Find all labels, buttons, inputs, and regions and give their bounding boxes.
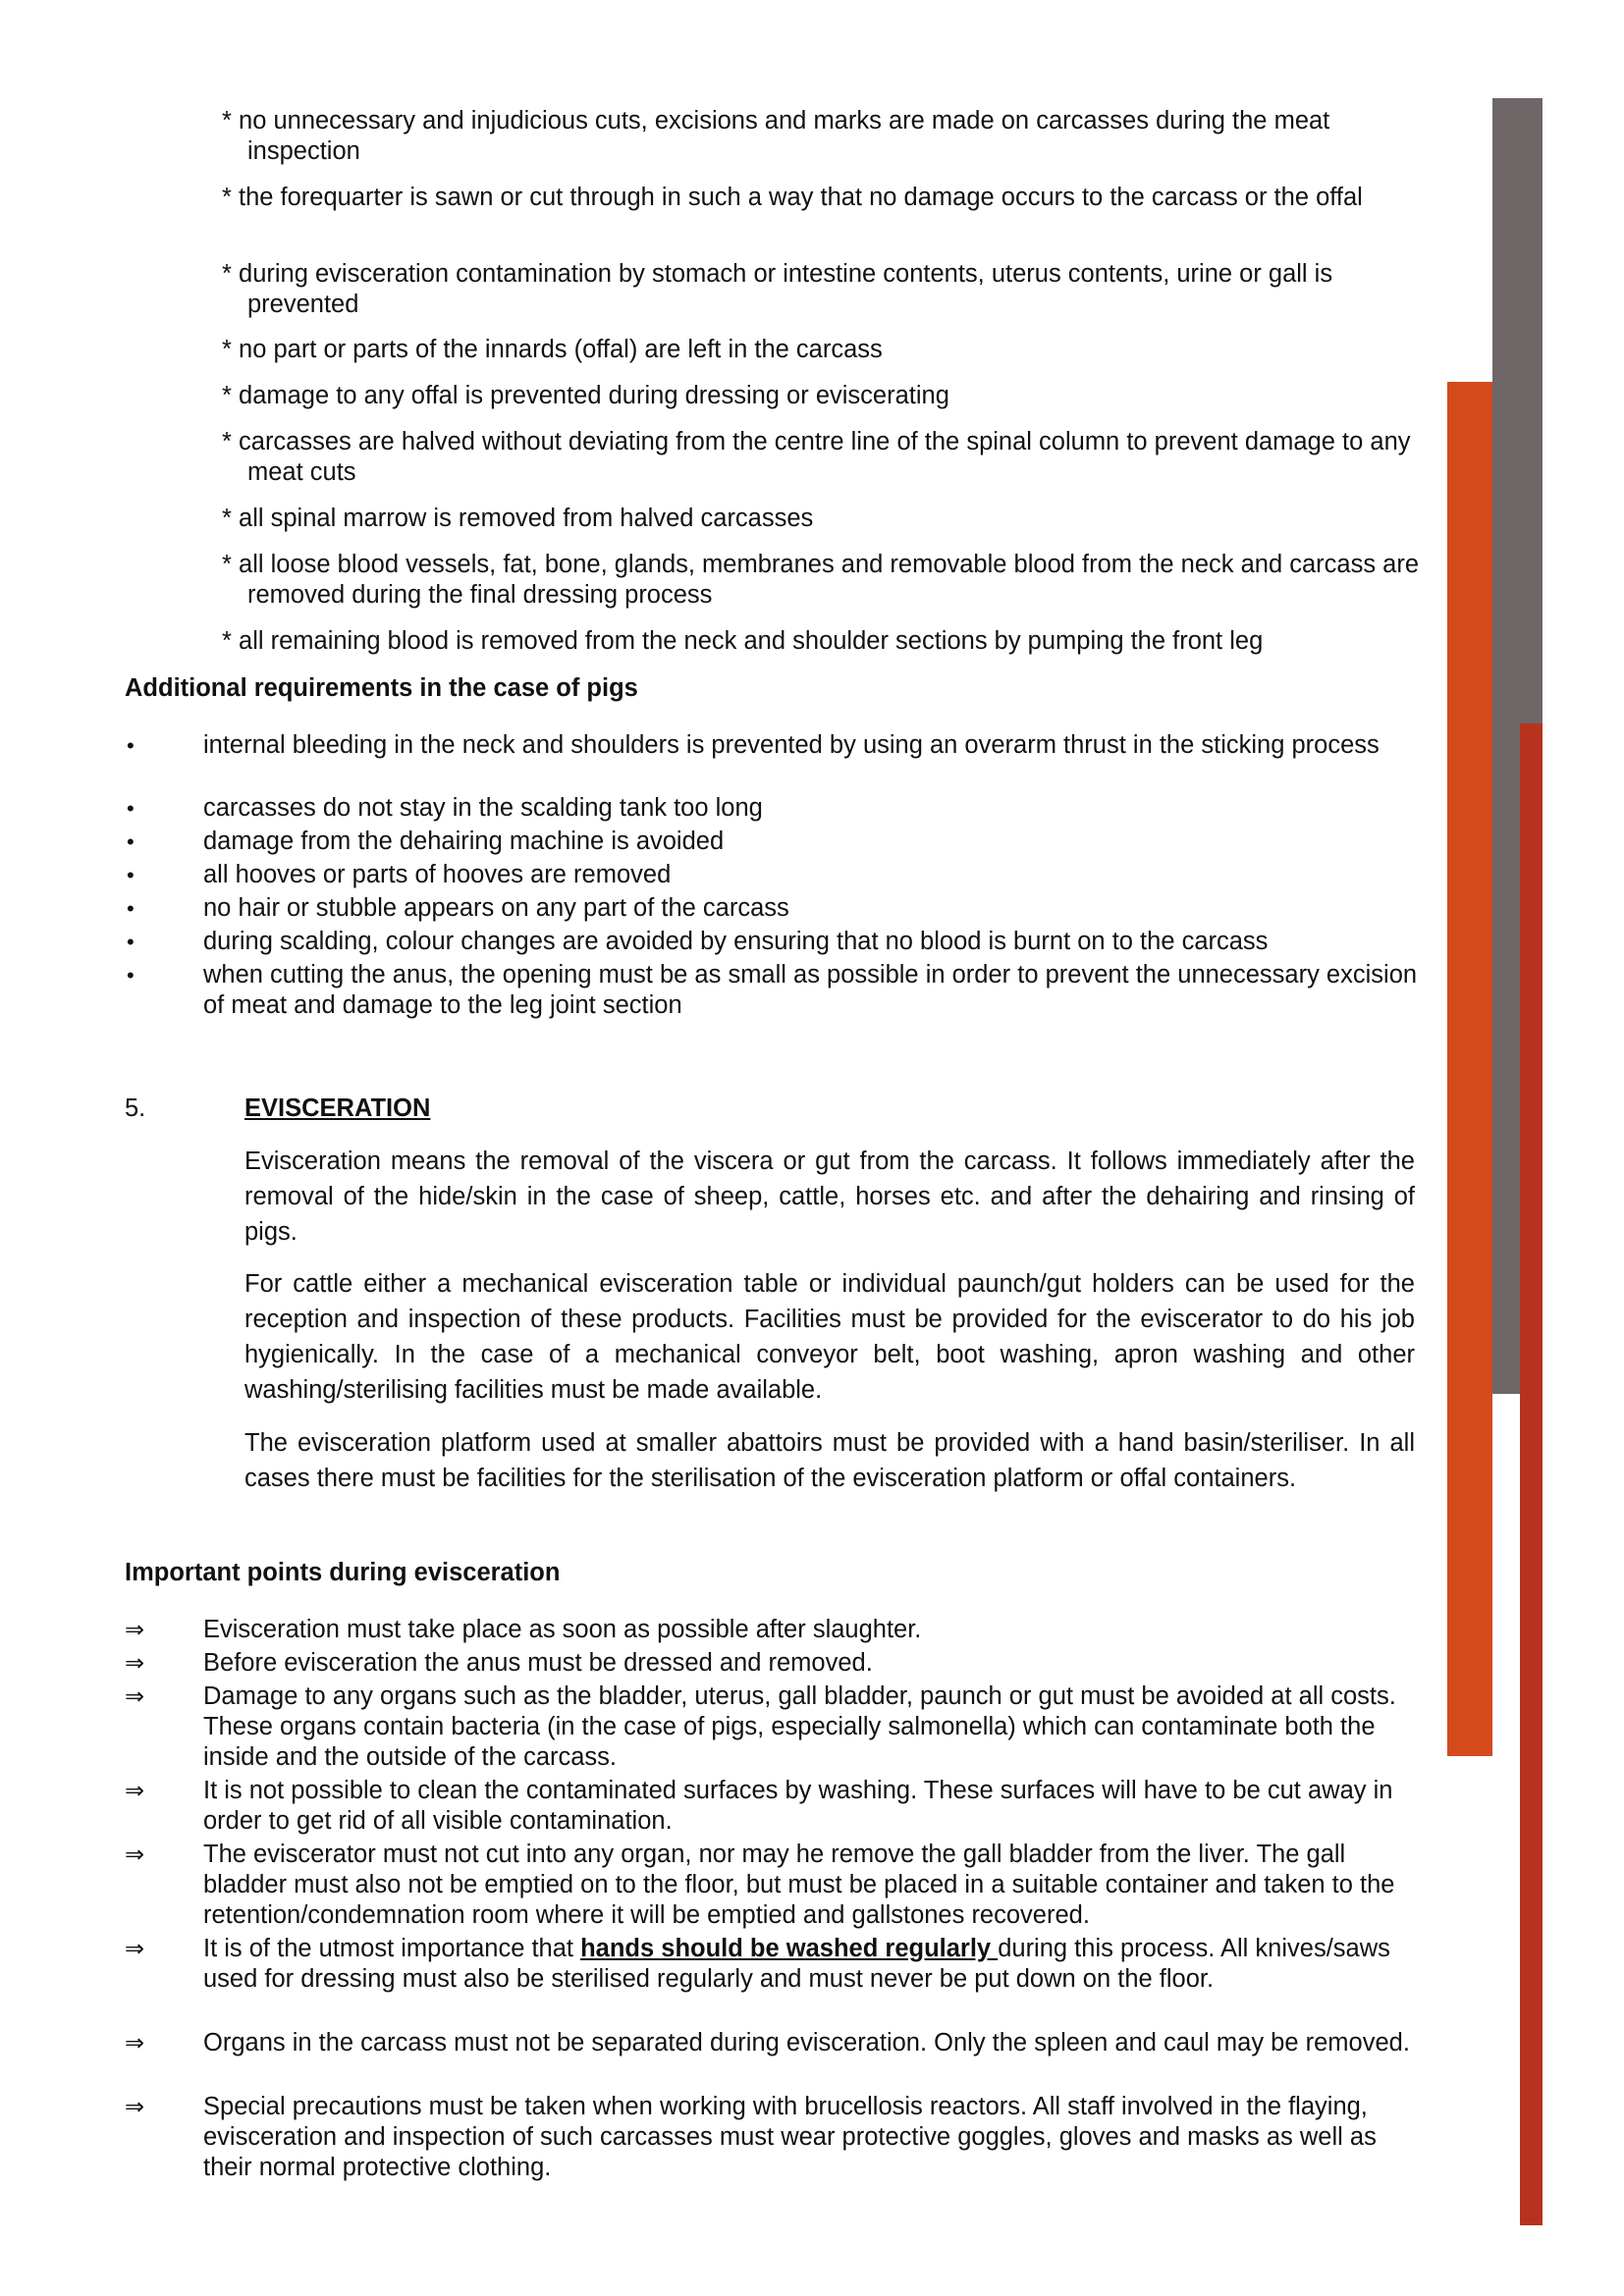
- requirement-text: * during evisceration contamination by stomach or intestine contents, uterus contents, urine or gall is prevented: [222, 260, 1333, 318]
- bullet-icon: •: [127, 733, 135, 758]
- important-point: [125, 1615, 1421, 1645]
- bullet-icon: •: [127, 829, 135, 854]
- requirement-item: [222, 626, 1420, 657]
- arrow-icon: ⇒: [125, 1935, 145, 1962]
- pigs-heading: Additional requirements in the case of pigs: [125, 674, 638, 702]
- arrow-icon: ⇒: [125, 1616, 145, 1643]
- important-point: [125, 2028, 1421, 2058]
- pig-requirement-text: all hooves or parts of hooves are removed: [203, 861, 672, 888]
- red-side-bar: [1520, 723, 1543, 2225]
- important-point-text: Damage to any organs such as the bladder, uterus, gall bladder, paunch or gut must be avoided at all costs. These organs contain bacteria (in the case of pigs, especially salmonella) which can contaminate both the inside and the outside of the carcass.: [203, 1682, 1396, 1771]
- section-paragraph: For cattle either a mechanical evisceration table or individual paunch/gut holders can be used for the reception and inspection of these products. Facilities must be provided for the eviscerator to do his job hygienically. In the case of a mechanical conveyor belt, boot washing, apron washing and other washing/sterilising facilities must be made available.: [244, 1270, 1415, 1404]
- bullet-icon: •: [127, 896, 135, 921]
- pig-requirement-item: [125, 730, 1421, 761]
- important-point-text: Evisceration must take place as soon as possible after slaughter.: [203, 1616, 922, 1643]
- requirement-item: [222, 427, 1420, 488]
- important-point-text: Before evisceration the anus must be dressed and removed.: [203, 1649, 873, 1677]
- pig-requirement-item: [125, 793, 1421, 824]
- requirement-item: [222, 550, 1420, 611]
- important-point: [125, 2092, 1421, 2183]
- pig-requirement-text: carcasses do not stay in the scalding tank too long: [203, 794, 763, 822]
- requirement-text: * all loose blood vessels, fat, bone, glands, membranes and removable blood from the neck and carcass are removed during the final dressing process: [222, 551, 1420, 609]
- hands-text-after: during this process. All knives/saws used for dressing must also be sterilised regularly and must never be put down on the floor.: [203, 1935, 1390, 1993]
- requirement-item: [222, 335, 1420, 365]
- pig-requirement-text: during scalding, colour changes are avoided by ensuring that no blood is burnt on to the carcass: [203, 928, 1269, 955]
- arrow-icon: ⇒: [125, 2029, 145, 2056]
- section-number: 5.: [125, 1095, 146, 1122]
- requirement-text: * carcasses are halved without deviating from the centre line of the spinal column to prevent damage to any meat cuts: [222, 428, 1411, 486]
- bullet-icon: •: [127, 863, 135, 887]
- section-title: EVISCERATION: [244, 1095, 431, 1122]
- important-point-text: Organs in the carcass must not be separated during evisceration. Only the spleen and caul may be removed.: [203, 2029, 1410, 2056]
- important-point-text: Special precautions must be taken when working with brucellosis reactors. All staff involved in the flaying, evisceration and inspection of such carcasses must wear protective goggles, gloves and masks as well as their normal protective clothing.: [203, 2093, 1377, 2181]
- section-paragraph: The evisceration platform used at smaller abattoirs must be provided with a hand basin/steriliser. In all cases there must be facilities for the sterilisation of the evisceration platform or offal containers.: [244, 1429, 1415, 1492]
- important-point: [125, 1840, 1421, 1931]
- important-point-text: It is not possible to clean the contaminated surfaces by washing. These surfaces will have to be cut away in order to get rid of all visible contamination.: [203, 1777, 1393, 1835]
- bullet-icon: •: [127, 796, 135, 821]
- bullet-icon: •: [127, 930, 135, 954]
- pig-requirement-item: [125, 927, 1421, 957]
- section-paragraph: Evisceration means the removal of the viscera or gut from the carcass. It follows immediately after the removal of the hide/skin in the case of sheep, cattle, horses etc. and after the dehairing and rinsing of pigs.: [244, 1148, 1415, 1246]
- pig-requirement-text: damage from the dehairing machine is avoided: [203, 828, 725, 855]
- important-point-text: [203, 1934, 1421, 1995]
- requirement-item: [222, 259, 1420, 320]
- bullet-icon: •: [127, 963, 135, 988]
- important-heading: Important points during evisceration: [125, 1559, 561, 1586]
- pig-requirement-item: [125, 893, 1421, 924]
- requirement-item: [222, 381, 1420, 411]
- important-point: [125, 1648, 1421, 1679]
- arrow-icon: ⇒: [125, 1777, 145, 1804]
- requirement-text: * no unnecessary and injudicious cuts, excisions and marks are made on carcasses during the meat inspection: [222, 107, 1330, 165]
- requirement-text: * all spinal marrow is removed from halved carcasses: [222, 505, 814, 532]
- orange-side-bar: [1447, 382, 1492, 1756]
- important-point-text: The eviscerator must not cut into any organ, nor may he remove the gall bladder from the liver. The gall bladder must also not be emptied on to the floor, but must be placed in a suitable container and taken to the retention/condemnation room where it will be emptied and gallstones recovered.: [203, 1841, 1395, 1929]
- pig-requirement-item: [125, 960, 1421, 1021]
- pig-requirement-text: no hair or stubble appears on any part of the carcass: [203, 894, 789, 922]
- requirement-text: * all remaining blood is removed from the neck and shoulder sections by pumping the front leg: [222, 627, 1264, 655]
- arrow-icon: ⇒: [125, 1682, 145, 1710]
- requirement-item: [222, 106, 1420, 167]
- pig-requirement-text: internal bleeding in the neck and shoulders is prevented by using an overarm thrust in the sticking process: [203, 731, 1380, 759]
- hands-emphasis: hands should be washed regularly: [580, 1935, 999, 1962]
- pig-requirement-item: [125, 860, 1421, 890]
- hands-text-before: It is of the utmost importance that: [203, 1935, 581, 1962]
- important-point: [125, 1934, 1421, 1995]
- pig-requirement-text: when cutting the anus, the opening must be as small as possible in order to prevent the unnecessary excision of meat and damage to the leg joint section: [203, 961, 1418, 1019]
- pig-requirement-item: [125, 827, 1421, 857]
- requirement-text: * no part or parts of the innards (offal) are left in the carcass: [222, 336, 883, 363]
- requirement-text: * the forequarter is sawn or cut through in such a way that no damage occurs to the carcass or the offal: [222, 184, 1363, 211]
- requirement-text: * damage to any offal is prevented during dressing or eviscerating: [222, 382, 949, 409]
- arrow-icon: ⇒: [125, 2093, 145, 2120]
- arrow-icon: ⇒: [125, 1841, 145, 1868]
- arrow-icon: ⇒: [125, 1649, 145, 1677]
- important-point: [125, 1682, 1421, 1773]
- requirement-item: [222, 504, 1420, 534]
- requirement-item: [222, 183, 1420, 213]
- important-point: [125, 1776, 1421, 1837]
